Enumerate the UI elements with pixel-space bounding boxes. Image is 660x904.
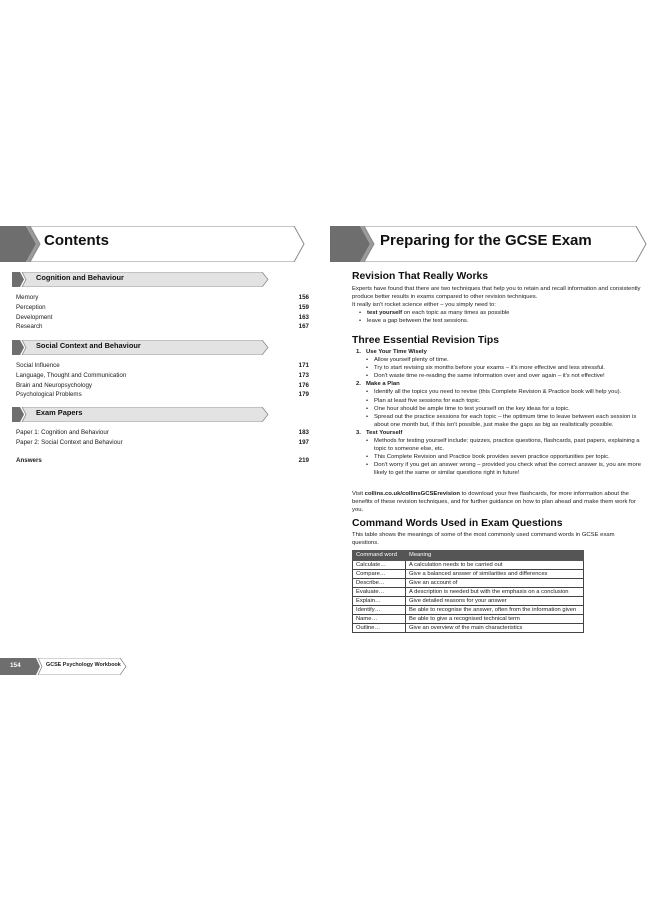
tip-title: Test Yourself bbox=[366, 429, 403, 436]
section-bar bbox=[12, 407, 270, 422]
table-row bbox=[353, 606, 584, 615]
list-item: • Allow yourself plenty of time. bbox=[374, 356, 644, 364]
list-item: • Don't worry if you get an answer wrong – provided you check what the correct answer is, you are more likely to get the same or similar questions right in future! bbox=[374, 461, 644, 477]
command-intro: This table shows the meanings of some of the most commonly used command words in GCSE exam questions. bbox=[352, 532, 615, 547]
toc-entry[interactable] bbox=[16, 372, 309, 381]
table-row bbox=[353, 569, 584, 578]
section-heading: Three Essential Revision Tips bbox=[352, 335, 500, 346]
toc-topic: Memory bbox=[16, 294, 39, 301]
section-heading: Exam Papers bbox=[36, 408, 83, 417]
table-row bbox=[353, 597, 584, 606]
meaning-cell: Give detailed reasons for your answer bbox=[406, 597, 584, 606]
command-word-cell: Evaluate… bbox=[353, 587, 406, 596]
command-word-cell: Outline… bbox=[353, 624, 406, 633]
contents-banner bbox=[0, 226, 306, 262]
toc-page: 176 bbox=[298, 381, 309, 389]
revision-works-section bbox=[352, 270, 644, 325]
list-item: • Try to start revising six months before your exams – it's more effective and less stressful. bbox=[374, 364, 644, 372]
toc-topic: Psychological Problems bbox=[16, 391, 82, 399]
command-words-table bbox=[352, 550, 584, 633]
page-title: Contents bbox=[44, 232, 109, 249]
tip-title: Use Your Time Wisely bbox=[366, 349, 427, 355]
toc-entry[interactable] bbox=[16, 294, 309, 303]
toc-page: 159 bbox=[298, 303, 309, 311]
revision-tips-section bbox=[352, 334, 644, 478]
toc-entry[interactable] bbox=[16, 323, 309, 332]
section-heading: Cognition and Behaviour bbox=[36, 273, 124, 282]
meaning-cell: Give an overview of the main characteristics bbox=[406, 624, 584, 633]
command-word-cell: Calculate… bbox=[353, 560, 406, 569]
contents-page bbox=[0, 0, 318, 904]
table-row bbox=[353, 624, 584, 633]
toc-entry[interactable] bbox=[16, 362, 309, 371]
section-heading: Revision That Really Works bbox=[352, 271, 489, 282]
toc-page: 167 bbox=[298, 323, 309, 331]
exam-prep-page bbox=[330, 0, 660, 904]
meaning-cell: Be able to give a recognised technical term bbox=[406, 615, 584, 624]
toc-topic: Social Influence bbox=[16, 362, 60, 369]
meaning-cell: Give an account of bbox=[406, 578, 584, 587]
toc-topic: Language, Thought and Communication bbox=[16, 371, 127, 379]
section-heading: Command Words Used in Exam Questions bbox=[352, 518, 563, 529]
list-item: • Don't waste time re-reading the same information over and over again – it's not effective! bbox=[374, 372, 644, 380]
book-title: GCSE Psychology Workbook bbox=[46, 662, 121, 668]
tip-title: Make a Plan bbox=[366, 381, 400, 388]
meaning-cell: Give a balanced answer of similarities and differences bbox=[406, 569, 584, 578]
toc-page: 156 bbox=[298, 294, 309, 301]
command-word-cell: Identify… bbox=[353, 606, 406, 615]
toc-entry[interactable] bbox=[16, 382, 309, 391]
page-number: 154 bbox=[10, 662, 21, 669]
intro-line: It really isn't rocket science either – you simply need to: bbox=[352, 302, 496, 309]
section-bar bbox=[12, 340, 270, 355]
list-item bbox=[367, 309, 644, 317]
toc-page: 163 bbox=[298, 313, 309, 321]
table-row bbox=[353, 560, 584, 569]
toc-topic: Research bbox=[16, 323, 43, 331]
list-item: • Spread out the practice sessions for each topic – the optimum time to leave between each session is about one month but, if this isn't possible, just make the gaps as big as realistically possible. bbox=[374, 413, 644, 429]
toc-topic: Perception bbox=[16, 303, 46, 311]
command-word-cell: Describe… bbox=[353, 578, 406, 587]
table-row bbox=[353, 615, 584, 624]
list-item: • Identify all the topics you need to revise (this Complete Revision & Practice book will help you). bbox=[374, 388, 644, 396]
command-word-cell: Explain… bbox=[353, 597, 406, 606]
toc-entry[interactable] bbox=[16, 304, 309, 313]
list-item: • One hour should be ample time to test yourself on the key ideas for a topic. bbox=[374, 405, 644, 413]
toc-entry[interactable] bbox=[16, 391, 309, 400]
toc-page: 219 bbox=[298, 457, 309, 464]
intro-paragraph: Experts have found that there are two techniques that help you to retain and recall information and consistently produce better results in exams compared to other revision techniques. bbox=[352, 286, 641, 301]
exam-prep-banner bbox=[330, 226, 648, 262]
tip-number: 3. bbox=[356, 429, 361, 436]
meaning-cell: Be able to recognise the answer, often from the information given bbox=[406, 606, 584, 615]
tip-heading bbox=[352, 348, 644, 356]
page-title: Preparing for the GCSE Exam bbox=[380, 232, 592, 249]
list-item: • This Complete Revision and Practice book provides seven practice opportunities per topic. bbox=[374, 453, 644, 461]
section-bar bbox=[12, 272, 270, 287]
table-row bbox=[353, 587, 584, 596]
toc-entry[interactable] bbox=[16, 429, 309, 438]
tip-bullets bbox=[352, 437, 644, 477]
toc-entry[interactable] bbox=[16, 314, 309, 323]
bold-text: test yourself bbox=[367, 310, 403, 317]
item-text: on each topic as many times as possible bbox=[402, 310, 510, 317]
toc-topic: Paper 1: Cognition and Behaviour bbox=[16, 429, 109, 436]
list-item bbox=[367, 317, 644, 325]
toc-topic: Answers bbox=[16, 457, 42, 464]
toc-topic: Paper 2: Social Context and Behaviour bbox=[16, 438, 123, 446]
toc-page: 173 bbox=[298, 371, 309, 379]
command-word-cell: Name… bbox=[353, 615, 406, 624]
command-word-cell: Compare… bbox=[353, 569, 406, 578]
command-words-section bbox=[352, 517, 644, 633]
table-row bbox=[353, 578, 584, 587]
item-text: leave a gap between the test sessions. bbox=[367, 318, 469, 325]
toc-page: 197 bbox=[298, 438, 309, 446]
tip-number: 2. bbox=[356, 381, 361, 388]
meaning-cell: A description is needed but with the emphasis on a conclusion bbox=[406, 587, 584, 596]
tip-bullets bbox=[352, 388, 644, 428]
column-header: Command word bbox=[353, 551, 406, 561]
visit-text: Visit bbox=[352, 491, 365, 497]
toc-entry[interactable] bbox=[16, 439, 309, 448]
technique-list bbox=[352, 309, 644, 325]
column-header: Meaning bbox=[406, 551, 584, 561]
tip-heading bbox=[352, 429, 644, 437]
toc-page: 183 bbox=[298, 429, 309, 436]
meaning-cell: A calculation needs to be carried out bbox=[406, 560, 584, 569]
section-heading: Social Context and Behaviour bbox=[36, 341, 141, 350]
tip-bullets bbox=[352, 356, 644, 380]
tip-number: 1. bbox=[356, 349, 361, 355]
tip-heading bbox=[352, 380, 644, 388]
toc-page: 179 bbox=[298, 391, 309, 399]
toc-page: 171 bbox=[298, 362, 309, 369]
toc-topic: Development bbox=[16, 313, 53, 321]
page-footer bbox=[0, 658, 128, 675]
list-item: • Plan at least five sessions for each topic. bbox=[374, 397, 644, 405]
visit-paragraph bbox=[352, 490, 644, 514]
tips-list bbox=[352, 348, 644, 478]
revision-link[interactable]: collins.co.uk/collinsGCSErevision bbox=[364, 491, 460, 497]
visit-text-rest: to download your free flashcards, for more information about the benefits of these revision techniques, and for further guidance on how to plan ahead and make them work for you. bbox=[352, 491, 636, 514]
toc-topic: Brain and Neuropsychology bbox=[16, 381, 93, 389]
list-item: • Methods for testing yourself include: quizzes, practice questions, flashcards, past papers, explaining a topic to someone else, etc. bbox=[374, 437, 644, 453]
toc-entry-answers[interactable] bbox=[16, 457, 309, 466]
